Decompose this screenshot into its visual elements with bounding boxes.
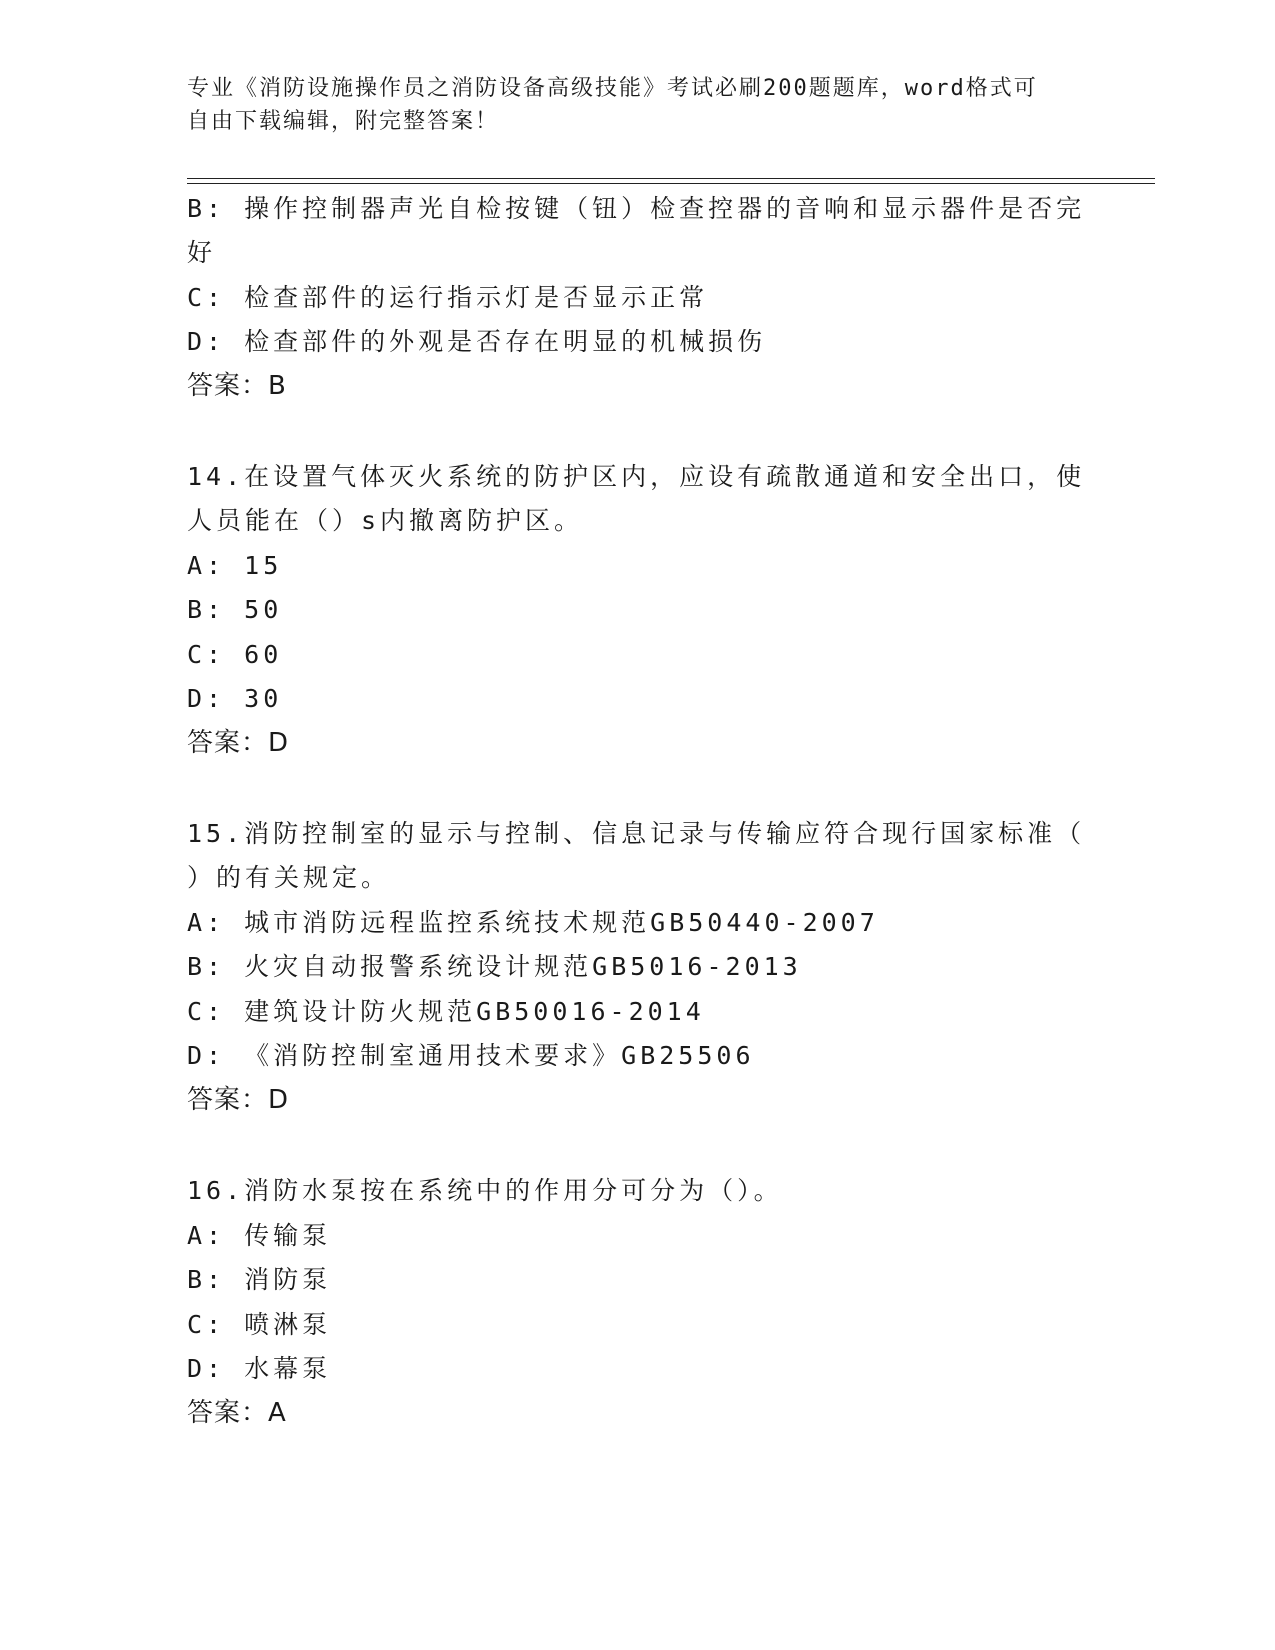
q16-question-line-1: 16.消防水泵按在系统中的作用分可分为（）。 — [187, 1176, 783, 1205]
q16-option-a: A: 传输泵 — [187, 1221, 332, 1250]
header-divider-top — [187, 178, 1155, 179]
header-line-2: 自由下载编辑，附完整答案！ — [187, 109, 500, 134]
q14-option-d: D: 30 — [187, 684, 283, 713]
q16-answer: 答案：A — [187, 1398, 287, 1428]
q15-option-a: A: 城市消防远程监控系统技术规范GB50440-2007 — [187, 908, 879, 937]
header-line-1: 专业《消防设施操作员之消防设备高级技能》考试必刷200题题库，word格式可 — [187, 76, 1038, 101]
q14-option-a: A: 15 — [187, 551, 283, 580]
q15-question-line-2: ）的有关规定。 — [187, 863, 391, 892]
q13-answer: 答案：B — [187, 371, 287, 401]
q15-option-b: B: 火灾自动报警系统设计规范GB5016-2013 — [187, 952, 802, 981]
q13-option-c: C: 检查部件的运行指示灯是否显示正常 — [187, 283, 709, 312]
q14-option-c: C: 60 — [187, 640, 283, 669]
q16-option-d: D: 水幕泵 — [187, 1354, 332, 1383]
q13-option-b-line-1: B: 操作控制器声光自检按键（钮）检查控器的音响和显示器件是否完 — [187, 194, 1086, 223]
q14-option-b: B: 50 — [187, 595, 283, 624]
q14-question-line-1: 14.在设置气体灭火系统的防护区内，应设有疏散通道和安全出口，使 — [187, 462, 1086, 491]
document-header — [187, 72, 1067, 138]
q13-option-d: D: 检查部件的外观是否存在明显的机械损伤 — [187, 327, 767, 356]
q15-question-line-1: 15.消防控制室的显示与控制、信息记录与传输应符合现行国家标准（ — [187, 819, 1086, 848]
q14-question-line-2: 人员能在（）s内撤离防护区。 — [187, 506, 584, 535]
q14-answer: 答案：D — [187, 728, 290, 758]
q13-option-b-line-2: 好 — [187, 238, 217, 267]
q15-option-c: C: 建筑设计防火规范GB50016-2014 — [187, 997, 705, 1026]
header-divider-bottom — [187, 183, 1155, 184]
q16-option-c: C: 喷淋泵 — [187, 1310, 332, 1339]
q16-option-b: B: 消防泵 — [187, 1265, 332, 1294]
q15-option-d: D: 《消防控制室通用技术要求》GB25506 — [187, 1041, 755, 1070]
q15-answer: 答案：D — [187, 1085, 290, 1115]
